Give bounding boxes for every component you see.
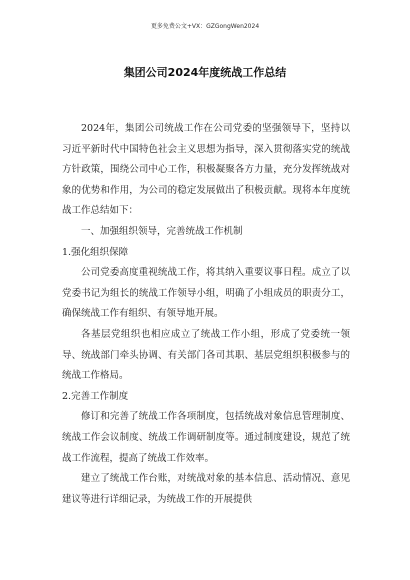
paragraph: 公司党委高度重视统战工作，将其纳入重要议事日程。成立了以党委书记为组长的统战工作领导小组，明确了小组成员的职责分工，确保统战工作有组织、有领导地开展。 (62, 267, 350, 320)
header-note: 更多免费公文+VX：GZGongWen2024 (150, 23, 260, 30)
document-title: 集团公司2024年度统战工作总结 (123, 66, 287, 79)
paragraph-intro: 2024年，集团公司统战工作在公司党委的坚强领导下，坚持以习近平新时代中国特色社会主义思想为指导，深入贯彻落实党的统战方针政策，围绕公司中心工作，积极凝聚各方力量，充分发挥统战对象的优势和作用，为公司的稳定发展做出了积极贡献。现将本年度统战工作总结如下： (62, 123, 350, 217)
paragraph: 建立了统战工作台账，对统战对象的基本信息、活动情况、意见建议等进行详细记录，为统战工作的开展提供 (62, 473, 350, 505)
paragraph: 修订和完善了统战工作各项制度，包括统战对象信息管理制度、统战工作会议制度、统战工作调研制度等。通过制度建设，规范了统战工作流程，提高了统战工作效率。 (62, 411, 350, 464)
section-heading: 一、加强组织领导，完善统战工作机制 (81, 225, 243, 237)
paragraph: 各基层党组织也相应成立了统战工作小组，形成了党委统一领导、统战部门牵头协调、有关部门各司其职、基层党组织积极参与的统战工作格局。 (62, 328, 350, 382)
subsection-heading: 2.完善工作制度 (62, 390, 129, 402)
subsection-heading: 1.强化组织保障 (62, 246, 129, 258)
document-body (62, 119, 350, 510)
